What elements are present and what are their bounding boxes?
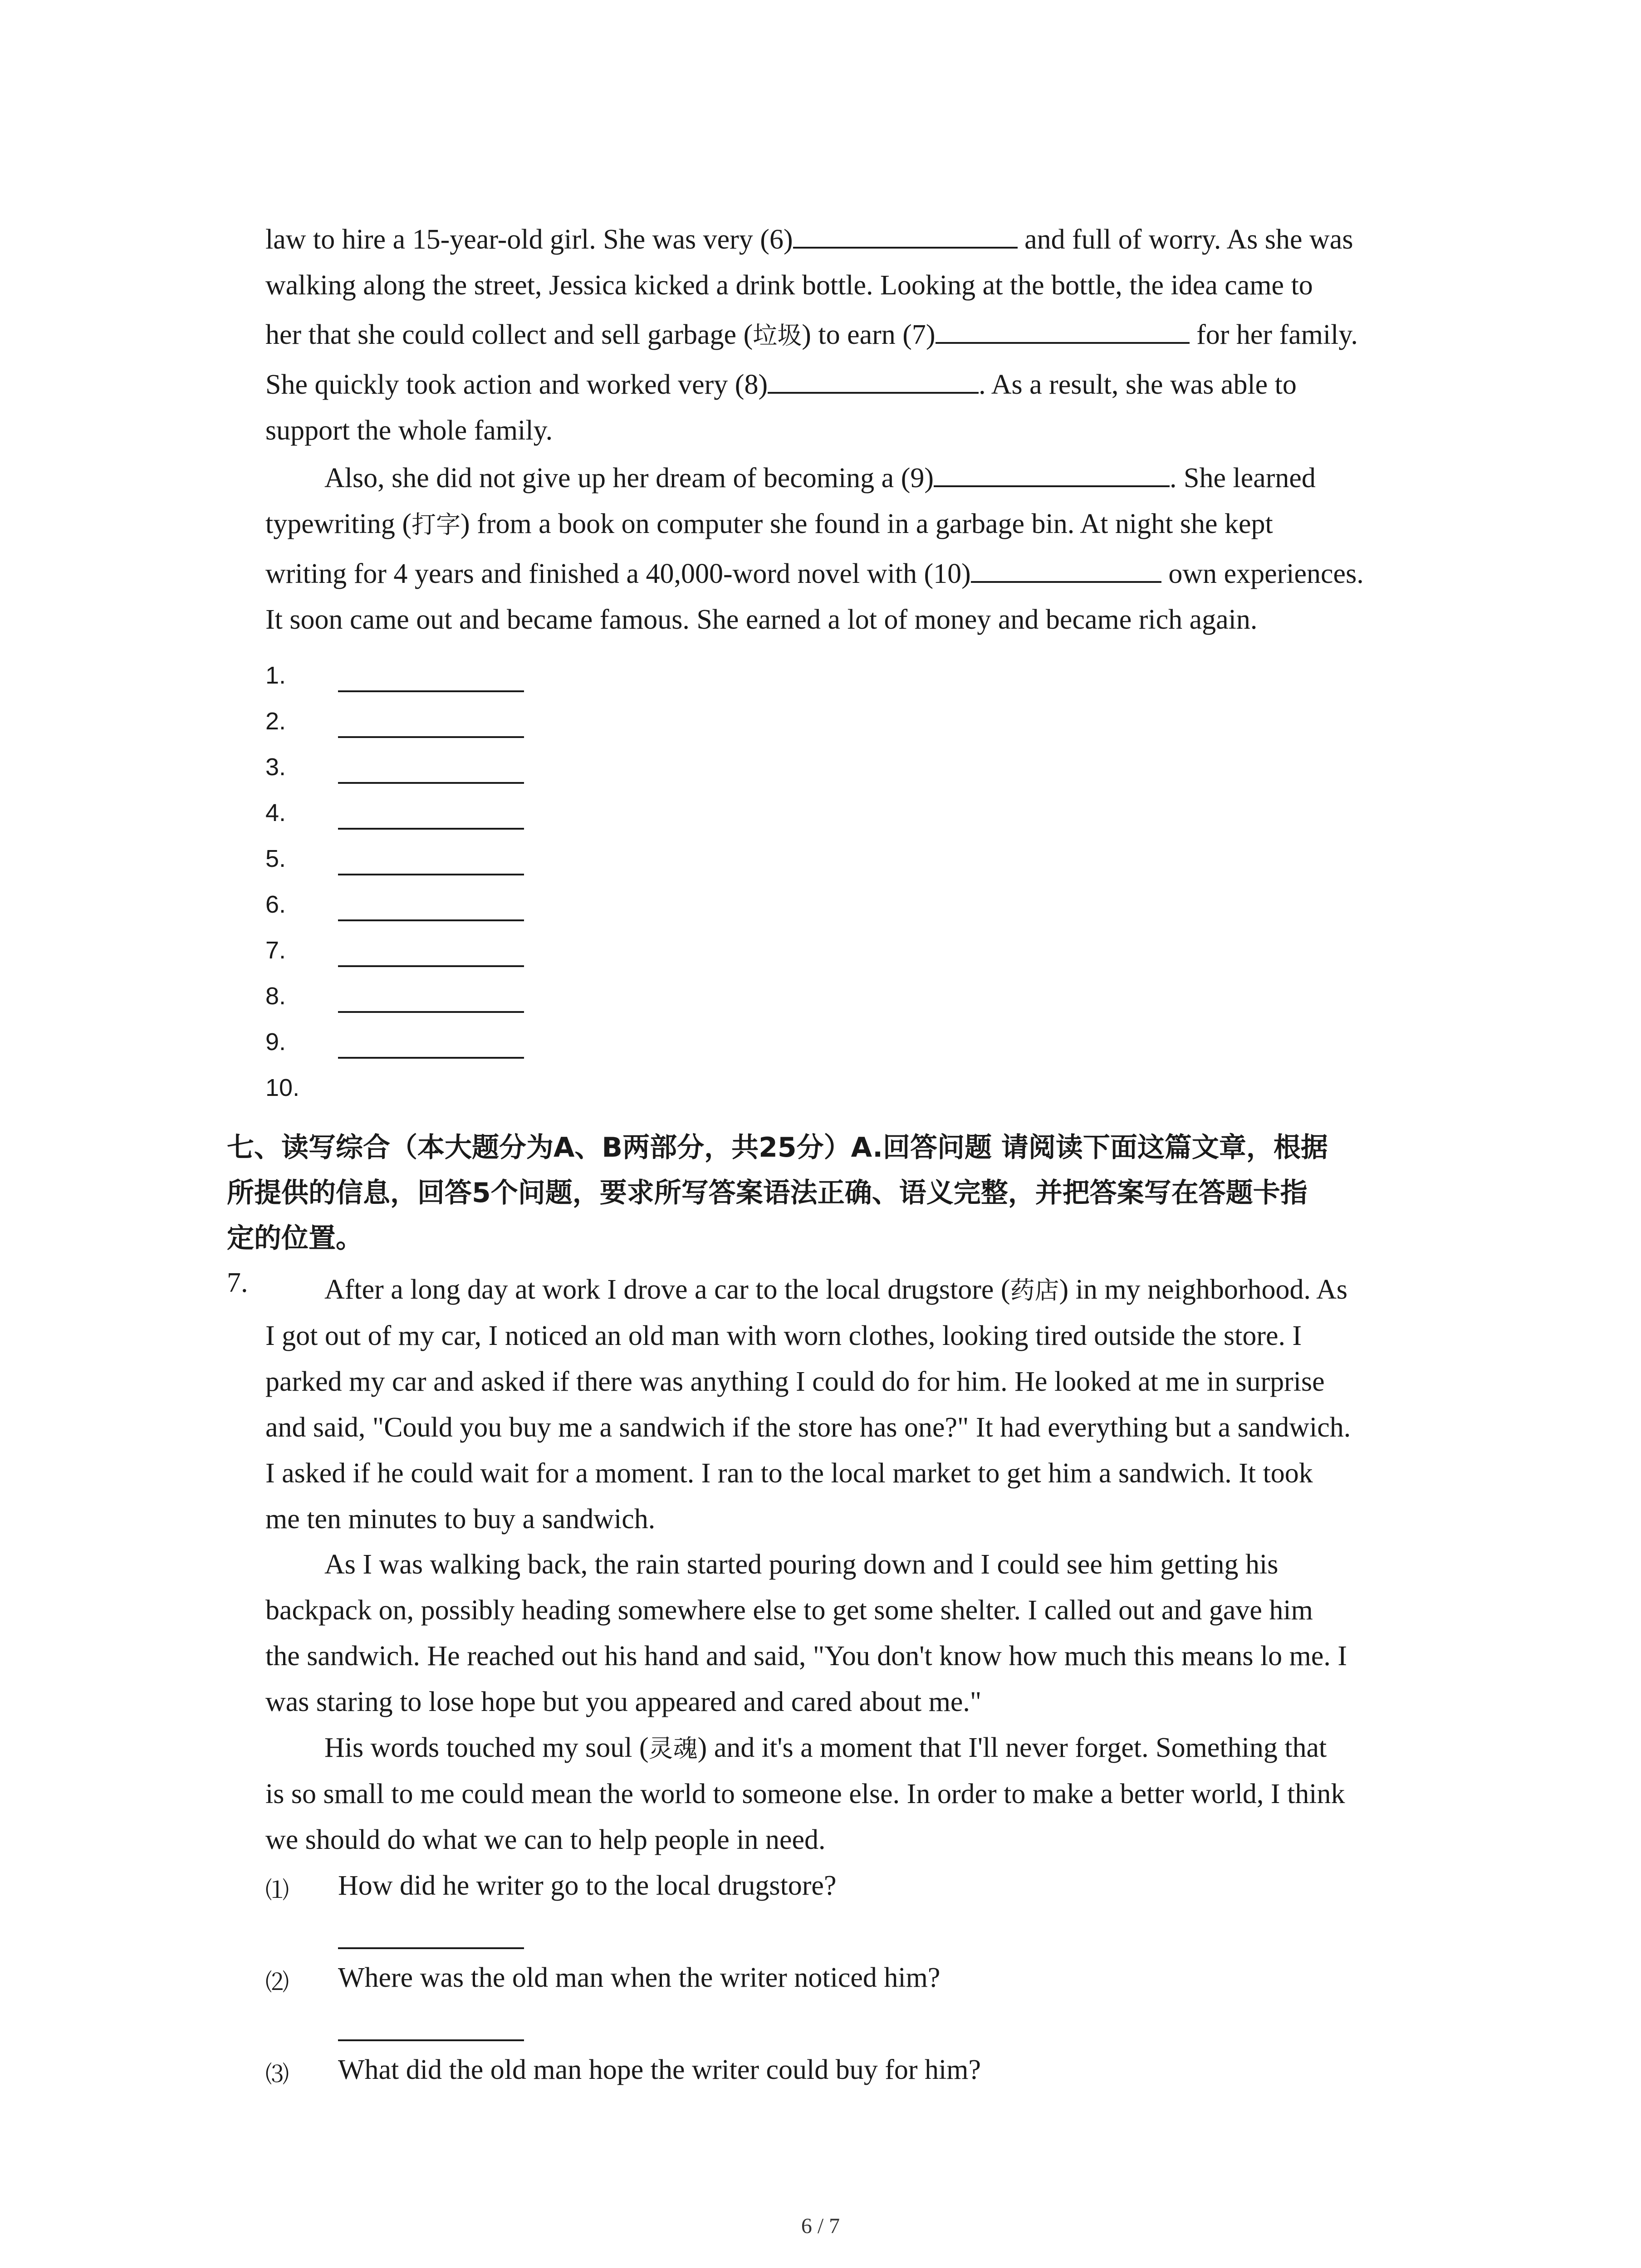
answer-number: 10. <box>265 1074 300 1101</box>
text-line: parked my car and asked if there was anything I could do for him. He looked at me in surprise <box>265 1366 1325 1397</box>
text-line: As I was walking back, the rain started pouring down and I could see him getting his <box>324 1549 1279 1580</box>
answer-line[interactable] <box>338 965 524 967</box>
text-line: backpack on, possibly heading somewhere else to get some shelter. I called out and gave him <box>265 1595 1313 1626</box>
sub-question-number: ⑶ <box>265 2061 289 2088</box>
answer-line[interactable] <box>338 828 524 830</box>
answer-number: 5. <box>265 845 286 872</box>
answer-line[interactable] <box>338 2039 524 2041</box>
answer-row <box>265 882 810 928</box>
text-line: After a long day at work I drove a car to the local drugstore (药店) in my neighborhood. As <box>324 1274 1348 1305</box>
answer-number: 4. <box>265 799 286 826</box>
fill-blank-7[interactable] <box>936 314 1190 344</box>
heading-line: 定的位置。 <box>227 1222 363 1254</box>
text-line: She quickly took action and worked very (8) . As a result, she was able to <box>265 362 1454 408</box>
text-line: is so small to me could mean the world to someone else. In order to make a better world, I think <box>265 1779 1345 1809</box>
text-line: It soon came out and became famous. She earned a lot of money and became rich again. <box>265 604 1258 635</box>
sub-question-text: Where was the old man when the writer noticed him? <box>338 1962 941 1993</box>
text-line: was staring to lose hope but you appeared and cared about me." <box>265 1686 982 1717</box>
answer-number: 7. <box>265 937 286 964</box>
text-line: walking along the street, Jessica kicked a drink bottle. Looking at the bottle, the idea came to <box>265 270 1313 301</box>
answer-line[interactable] <box>338 1057 524 1059</box>
answer-line[interactable] <box>338 1947 524 1949</box>
answer-line[interactable] <box>338 736 524 738</box>
passage-b-paragraph-2 <box>265 1542 1454 1725</box>
answer-list <box>265 653 810 1111</box>
question-number: 7. <box>227 1267 248 1298</box>
text-line: the sandwich. He reached out his hand and said, "You don't know how much this means lo me. I <box>265 1641 1347 1672</box>
text-line: writing for 4 years and finished a 40,000-word novel with (10) own experiences. <box>265 551 1454 597</box>
answer-number: 1. <box>265 662 286 689</box>
text-line: typewriting (打字) from a book on computer she found in a garbage bin. At night she kept <box>265 508 1273 539</box>
passage-a-paragraph-1 <box>265 217 1454 454</box>
answer-number: 8. <box>265 982 286 1010</box>
text-line: me ten minutes to buy a sandwich. <box>265 1504 656 1535</box>
answer-number: 3. <box>265 753 286 781</box>
passage-b-paragraph-1 <box>265 1267 1454 1542</box>
answer-row <box>265 928 810 974</box>
fill-blank-6[interactable] <box>793 219 1018 249</box>
section-heading <box>227 1125 1461 1261</box>
text-line: His words touched my soul (灵魂) and it's a moment that I'll never forget. Something that <box>324 1732 1327 1763</box>
fill-blank-10[interactable] <box>971 553 1161 583</box>
answer-line[interactable] <box>338 782 524 784</box>
answer-row <box>265 791 810 836</box>
sub-question-number: ⑴ <box>265 1877 289 1904</box>
text-line: support the whole family. <box>265 415 553 446</box>
answer-row <box>265 1020 810 1066</box>
answer-row <box>265 745 810 791</box>
text-line: we should do what we can to help people in need. <box>265 1824 826 1855</box>
sub-question-text: How did he writer go to the local drugstore? <box>338 1870 837 1901</box>
sub-question-number: ⑵ <box>265 1969 289 1996</box>
page-number: 6 / 7 <box>801 2214 840 2238</box>
answer-line[interactable] <box>338 1011 524 1013</box>
heading-line: 七、读写综合（本大题分为A、B两部分，共25分）A.回答问题 请阅读下面这篇文章，根据 <box>227 1132 1328 1163</box>
text-line: law to hire a 15-year-old girl. She was very (6) and full of worry. As she was <box>265 217 1454 263</box>
passage-a-paragraph-2 <box>265 455 1454 643</box>
answer-line[interactable] <box>338 690 524 692</box>
answer-line[interactable] <box>338 919 524 921</box>
fill-blank-9[interactable] <box>934 457 1170 487</box>
answer-number: 2. <box>265 708 286 735</box>
sub-question-3 <box>265 2047 1454 2138</box>
text-line: I asked if he could wait for a moment. I ran to the local market to get him a sandwich. It took <box>265 1458 1313 1489</box>
sub-question-text: What did the old man hope the writer could buy for him? <box>338 2054 981 2085</box>
text-line: and said, "Could you buy me a sandwich if the store has one?" It had everything but a sandwich. <box>265 1412 1351 1443</box>
answer-number: 9. <box>265 1028 286 1056</box>
sub-question-2 <box>265 1955 1454 2046</box>
text-line: I got out of my car, I noticed an old man with worn clothes, looking tired outside the store. I <box>265 1320 1302 1351</box>
fill-blank-8[interactable] <box>768 364 979 394</box>
answer-number: 6. <box>265 891 286 918</box>
answer-row <box>265 699 810 745</box>
heading-line: 所提供的信息，回答5个问题，要求所写答案语法正确、语义完整，并把答案写在答题卡指 <box>227 1177 1308 1209</box>
answer-row <box>265 836 810 882</box>
answer-row <box>265 653 810 699</box>
text-line: Also, she did not give up her dream of becoming a (9) . She learned <box>265 455 1454 501</box>
sub-question-1 <box>265 1863 1454 1954</box>
text-line: her that she could collect and sell garbage (垃圾) to earn (7) for her family. <box>265 312 1454 358</box>
passage-b-paragraph-3 <box>265 1725 1454 1863</box>
answer-line[interactable] <box>338 874 524 875</box>
answer-row <box>265 1066 810 1111</box>
answer-row <box>265 974 810 1020</box>
